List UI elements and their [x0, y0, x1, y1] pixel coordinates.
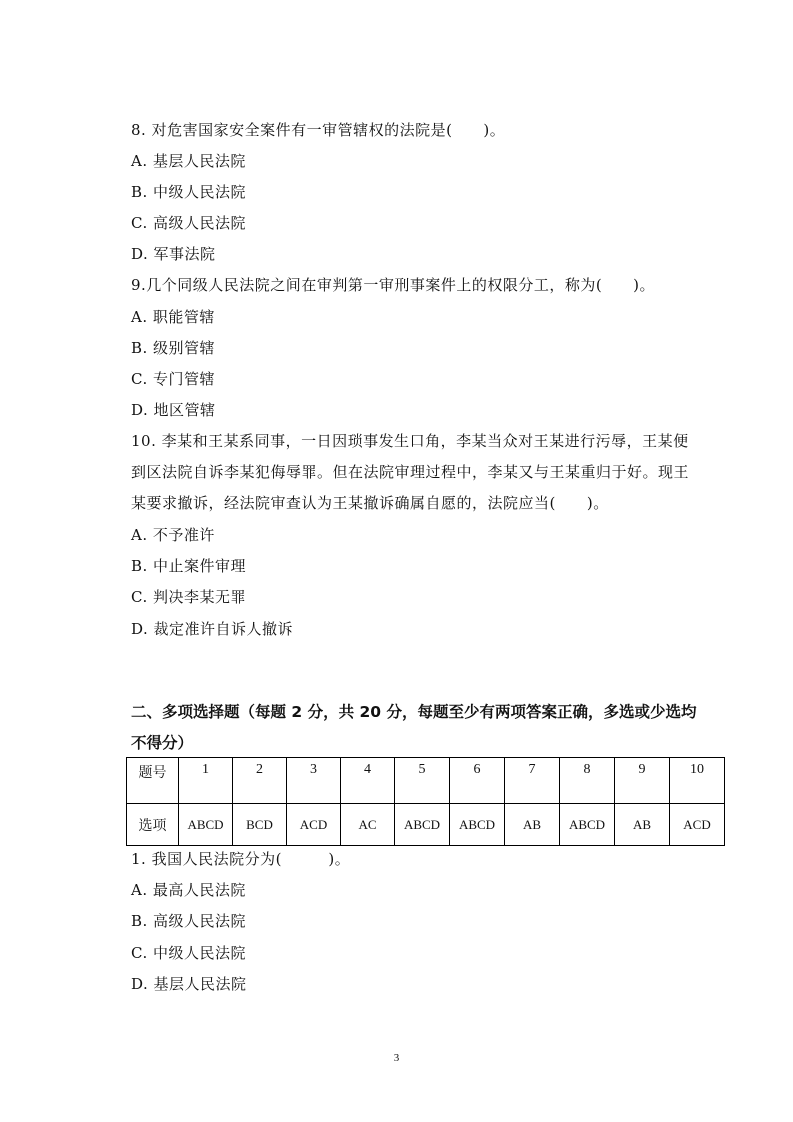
question-10-option-b: B. 中止案件审理	[131, 557, 247, 575]
table-question-number: 6	[450, 758, 505, 804]
question-9-stem: 9.几个同级人民法院之间在审判第一审刑事案件上的权限分工，称为( )。	[131, 276, 656, 294]
question-10-stem-line-3: 某要求撤诉，经法院审查认为王某撤诉确属自愿的，法院应当( )。	[131, 494, 609, 512]
section-title-line-2: 不得分）	[131, 734, 194, 752]
table-answer: AC	[341, 804, 395, 846]
question-9-option-d: D. 地区管辖	[131, 401, 216, 419]
question-8-stem: 8. 对危害国家安全案件有一审管辖权的法院是( )。	[131, 121, 506, 139]
table-question-number: 8	[560, 758, 615, 804]
question-10-option-a: A. 不予准许	[131, 526, 215, 544]
table-question-number: 2	[233, 758, 287, 804]
table-question-number: 5	[395, 758, 450, 804]
table-answer: ABCD	[560, 804, 615, 846]
table-header-question-number: 题号	[127, 758, 179, 804]
answer-table-answer-row	[127, 804, 725, 846]
table-answer: ABCD	[395, 804, 450, 846]
answer-table-number-row	[127, 758, 725, 804]
table-question-number: 3	[287, 758, 341, 804]
question-10-stem-line-1: 10. 李某和王某系同事，一日因琐事发生口角，李某当众对王某进行污辱，王某便	[131, 432, 689, 450]
table-question-number: 9	[615, 758, 670, 804]
table-answer: ABCD	[450, 804, 505, 846]
multi-question-1-option-c: C. 中级人民法院	[131, 944, 246, 962]
question-8-option-b: B. 中级人民法院	[131, 183, 247, 201]
multi-question-1-option-b: B. 高级人民法院	[131, 912, 247, 930]
question-9-option-a: A. 职能管辖	[131, 308, 215, 326]
multi-question-1-option-d: D. 基层人民法院	[131, 975, 247, 993]
table-question-number: 4	[341, 758, 395, 804]
answer-table	[126, 757, 725, 846]
table-header-answer: 选项	[127, 804, 179, 846]
question-8-option-c: C. 高级人民法院	[131, 214, 246, 232]
table-question-number: 10	[670, 758, 725, 804]
multi-question-1-option-a: A. 最高人民法院	[131, 881, 246, 899]
table-answer: ACD	[670, 804, 725, 846]
table-answer: AB	[615, 804, 670, 846]
question-9-option-c: C. 专门管辖	[131, 370, 215, 388]
table-answer: ABCD	[179, 804, 233, 846]
question-10-stem-line-2: 到区法院自诉李某犯侮辱罪。但在法院审理过程中，李某又与王某重归于好。现王	[131, 463, 690, 481]
multi-question-1-stem: 1. 我国人民法院分为( )。	[131, 850, 351, 868]
table-question-number: 7	[505, 758, 560, 804]
question-10-option-c: C. 判决李某无罪	[131, 588, 246, 606]
question-10-option-d: D. 裁定准许自诉人撤诉	[131, 620, 294, 638]
table-answer: BCD	[233, 804, 287, 846]
question-8-option-d: D. 军事法院	[131, 245, 216, 263]
page-number: 3	[393, 1052, 400, 1064]
table-question-number: 1	[179, 758, 233, 804]
section-title-line-1: 二、多项选择题（每题 2 分，共 20 分，每题至少有两项答案正确，多选或少选均	[131, 703, 697, 721]
question-9-option-b: B. 级别管辖	[131, 339, 216, 357]
table-answer: ACD	[287, 804, 341, 846]
question-8-option-a: A. 基层人民法院	[131, 152, 246, 170]
table-answer: AB	[505, 804, 560, 846]
